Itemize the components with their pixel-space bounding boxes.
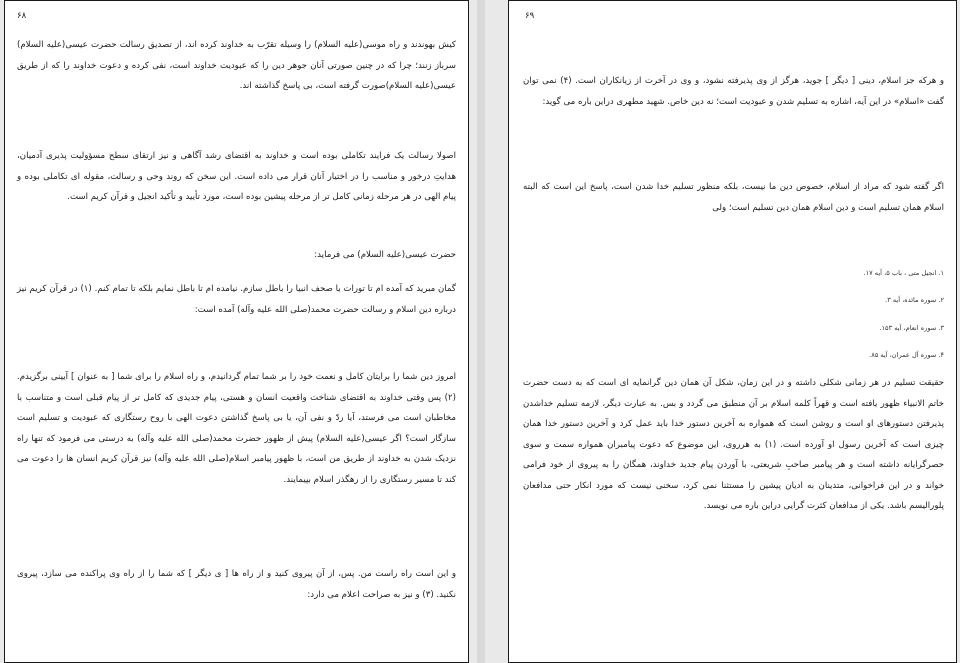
paragraph: حقیقت تسلیم در هر زمانی شکلی داشته و در این زمان، شکل آن همان دین گرانمایه ای است که به دست حضرت خاتم الانبیاء ظهور یافته است و قهراً کلمه اسلام بر آن منطبق می گردد و بس. به عبارت دیگر، لازمه تسلیم خداشدن پذیرفتن دستورهای او است و روشن است که همواره به آخرین دستور خدا باید عمل کرد و آخرین دستور خدا همان چیزی است که آخرین رسول او آورده است. (۱) به هرروی، این موضوع که دعوت پیامبران همواره سمت و سوی حصرگرایانه داشته است و هر پیامبر صاحبِ شریعتی، با آوردن پیام جدید خداوند، همگان را به پیروی از خود فرامی خواند و در این فراخوانی، متدینان به ادیان پیشین را مستثنا نمی کرد، سخنی نیست که مورد انکار حتی مدافعان پلورالیسم باشد. یکی از مدافعان کثرت گرایی دراین باره می نویسد. (523, 378, 945, 511)
paragraph: اصولا رسالت یک فرایند تکاملی بوده است و خداوند به اقتضای رشد آگاهی و نیز ارتقای سطح مسؤولیت پذیری آدمیان، هدایتِ درخور و مناسب را در اختیار آنان قرار می داده است. این سخن که روند وحی و رسالت، مقوله ای تکاملی بوده و پیام الهی در هر مرحله زمانی کامل تر از مرحله پیشین بوده است، مورد تأیید و تأکید انجیل و قرآن کریم است. (17, 151, 456, 202)
footnote: ۲. سوره مائده، آیه ۳. (885, 296, 944, 304)
paragraph: و هرکه جز اسلام، دینی [ دیگر ] جوید، هرگز از وی پذیرفته نشود، و وی در آخرت از زیانکاران است. (۴) نمی توان گفت «اسلام» در این آیه، اشاره به تسلیم شدن و عبودیت است؛ نه دین خاص. شهید مطهری دراین باره می گوید: (523, 76, 944, 107)
page-number: ۶۹ (525, 11, 535, 21)
paragraph: و این است راه راست من. پس، از آن پیروی کنید و از راه ها [ ی دیگر ] که شما را از راه وی پراکنده می سازد، پیروی نکنید. (۳) و نیز به صراحت اعلام می دارد: (17, 569, 456, 600)
paragraph: اگر گفته شود که مراد از اسلام، خصوص دین ما نیست، بلکه منظور تسلیم خدا شدن است، پاسخ این است که البته اسلام همان تسلیم است و دین اسلام همان دین تسلیم است؛ ولی (523, 182, 944, 213)
paragraph: حضرت عیسی(علیه السلام) می فرماید: (314, 250, 456, 260)
page-number: ۶۸ (17, 11, 27, 21)
footnote: ۳. سوره انعام، آیه ۱۵۳. (879, 324, 944, 332)
paragraph: کیش بهوندند و راه موسی(علیه السلام) را وسیله تقرّب به خداوند کرده اند، از تصدیق رسالت حضرت عیسی(علیه السلام) سرباز زنند؛ چرا که در چنین صورتی آنان جوهر دین را که عبودیت خداوند است، نفی کرده و دعوت خداوند را که از طریق عیسی(علیه السلام)صورت گرفته است، بی پاسخ گذاشته اند. (17, 40, 456, 91)
left-page (4, 0, 469, 663)
footnote: ۱. انجیل متی ، باب ۵، آیه ۱۷. (863, 269, 944, 277)
paragraph: گمان مبرید که آمده ام تا تورات یا صحف انبیا را باطل سازم. نیامده ام تا باطل نمایم بلکه تا تمام کنم. (۱) در قرآن کریم نیز درباره دین اسلام و رسالت حضرت محمد(صلی الله علیه وآله) آمده است: (17, 284, 456, 315)
footnote: ۴. سوره آل عمران، آیه ۸۵. (869, 351, 944, 359)
right-page (508, 0, 957, 663)
page-gutter (477, 0, 485, 663)
paragraph: امروز دین شما را برایتان کامل و نعمت خود را بر شما تمام گردانیدم، و راه اسلام را برای شما [ به عنوان ] آیینی برگزیدم. (۲) پس وقتی خداوند به اقتضای شناخت واقعیت انسان و هستی، پیام جدیدی که کامل تر از پیام قبلی است و متناسب با مخاطبان است می فرستد، آیا ردّ و نفی آن، یا بی پاسخ گذاشتن دعوت الهی با روح رستگاری که عبودیت و تسلیم است سازگار است؟ اگر عیسی(علیه السلام) پیش از ظهور حضرت محمد(صلی الله علیه وآله) به درستی می فرمود که تنها راه نزدیک شدن به خداوند از طریق من است، با ظهور پیامبر اسلام(صلی الله علیه وآله) نیز قرآن کریم انسان ها را دعوت می کند تا مسیر رستگاری را از رهگذر اسلام بپیمایند. (17, 372, 456, 485)
